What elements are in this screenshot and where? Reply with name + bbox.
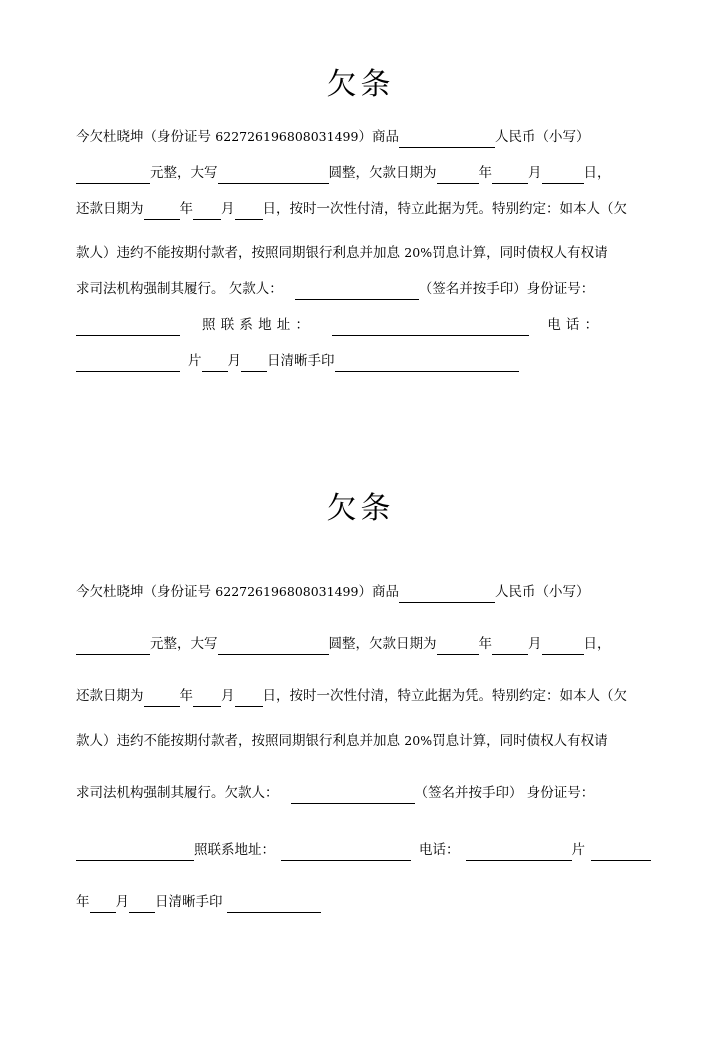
fill-in-blank[interactable] (235, 203, 263, 220)
fill-in-blank[interactable] (218, 638, 329, 655)
line-text: 照联系地址： (194, 842, 275, 858)
spacer (279, 785, 291, 801)
form-line-s2-l2 (76, 632, 611, 655)
fill-in-blank[interactable] (399, 131, 495, 148)
fill-in-blank[interactable] (129, 896, 155, 913)
spacer (314, 317, 332, 333)
line-text: 月 (528, 165, 542, 181)
numeric-text: 622726196808031499 (215, 584, 359, 599)
form-line-s1-l7 (76, 349, 519, 372)
line-text: 年 (76, 894, 90, 910)
spacer (180, 353, 188, 369)
label-text: 照联系地址： (202, 317, 315, 333)
line-text: 款人）违约不能按期付款者，按照同期银行利息并加息 (76, 245, 405, 261)
form-line-s2-l4 (76, 729, 608, 749)
form-line-s1-l5 (76, 277, 594, 300)
page-title-1: 欠条 (326, 67, 395, 102)
line-text: 日，按时一次性付清，特立此据为凭。特别约定：如本人（欠 (262, 201, 627, 217)
line-text: 还款日期为 (76, 201, 144, 217)
form-line-s1-l3 (76, 197, 627, 220)
line-text: 年 (478, 165, 492, 181)
form-line-s1-l4 (76, 241, 608, 261)
fill-in-blank[interactable] (144, 203, 180, 220)
line-text: （签名并按手印）身份证号： (418, 281, 595, 297)
line-text: 人民币（小写） (494, 584, 590, 600)
spacer (180, 317, 202, 333)
fill-in-blank[interactable] (437, 638, 479, 655)
fill-in-blank[interactable] (76, 638, 150, 655)
page-title-2: 欠条 (326, 491, 395, 526)
label-text: 电话： (547, 317, 604, 333)
fill-in-blank[interactable] (241, 355, 267, 372)
fill-in-blank[interactable] (193, 690, 221, 707)
form-line-s1-l1 (76, 125, 589, 148)
form-line-s2-l1 (76, 580, 589, 603)
fill-in-blank[interactable] (437, 167, 479, 184)
fill-in-blank[interactable] (76, 319, 180, 336)
line-text: 日，按时一次性付清，特立此据为凭。特别约定：如本人（欠 (262, 688, 627, 704)
line-text: 年 (478, 636, 492, 652)
line-text: 月 (115, 894, 129, 910)
fill-in-blank[interactable] (291, 787, 415, 804)
fill-in-blank[interactable] (76, 167, 150, 184)
fill-in-blank[interactable] (144, 690, 180, 707)
line-text: 圆整，欠款日期为 (328, 165, 437, 181)
fill-in-blank[interactable] (202, 355, 228, 372)
fill-in-blank[interactable] (335, 355, 519, 372)
fill-in-blank[interactable] (76, 355, 180, 372)
line-text: 款人）违约不能按期付款者，按照同期银行利息并加息 (76, 733, 405, 749)
form-line-s1-l2 (76, 161, 611, 184)
fill-in-blank[interactable] (492, 167, 528, 184)
spacer (283, 281, 295, 297)
line-text: 电话： (419, 842, 460, 858)
line-text: （签名并按手印） 身份证号： (414, 785, 595, 801)
numeric-text: 20% (404, 733, 433, 748)
line-text: 月 (221, 201, 235, 217)
line-text: 求司法机构强制其履行。欠款人： (76, 785, 279, 801)
fill-in-blank[interactable] (466, 844, 572, 861)
numeric-text: 622726196808031499 (215, 129, 359, 144)
fill-in-blank[interactable] (591, 844, 651, 861)
fill-in-blank[interactable] (227, 896, 321, 913)
line-text: 年 (179, 201, 193, 217)
spacer (529, 317, 547, 333)
fill-in-blank[interactable] (399, 586, 495, 603)
line-text: 罚息计算，同时债权人有权请 (432, 245, 608, 261)
fill-in-blank[interactable] (193, 203, 221, 220)
line-text: 还款日期为 (76, 688, 144, 704)
line-text: 月 (528, 636, 542, 652)
line-text: 元整，大写 (150, 636, 218, 652)
form-line-s2-l7 (76, 890, 321, 913)
fill-in-blank[interactable] (542, 638, 584, 655)
line-text: 片 (571, 842, 585, 858)
fill-in-blank[interactable] (76, 844, 194, 861)
numeric-text: 20% (404, 245, 433, 260)
fill-in-blank[interactable] (281, 844, 411, 861)
line-text: 今欠杜晓坤（身份证号 (76, 129, 216, 145)
form-line-s2-l5 (76, 781, 594, 804)
fill-in-blank[interactable] (295, 283, 419, 300)
line-text: 罚息计算，同时债权人有权请 (432, 733, 608, 749)
form-line-s2-l3 (76, 684, 627, 707)
fill-in-blank[interactable] (542, 167, 584, 184)
line-text: 月 (221, 688, 235, 704)
form-line-s2-l6 (76, 838, 651, 861)
form-line-s1-l6 (76, 313, 603, 336)
fill-in-blank[interactable] (235, 690, 263, 707)
line-text: 人民币（小写） (494, 129, 590, 145)
line-text: 日， (583, 165, 611, 181)
fill-in-blank[interactable] (90, 896, 116, 913)
line-text: 片 (188, 353, 202, 369)
line-text: ）商品 (358, 584, 399, 600)
line-text: 日清晰手印 (267, 353, 335, 369)
line-text: 圆整，欠款日期为 (328, 636, 437, 652)
fill-in-blank[interactable] (492, 638, 528, 655)
line-text: 元整，大写 (150, 165, 218, 181)
line-text: 求司法机构强制其履行。 欠款人： (76, 281, 283, 297)
fill-in-blank[interactable] (332, 319, 529, 336)
line-text: 年 (179, 688, 193, 704)
spacer (411, 842, 419, 858)
line-text: ）商品 (358, 129, 399, 145)
line-text: 日清晰手印 (155, 894, 223, 910)
line-text: 日， (583, 636, 611, 652)
fill-in-blank[interactable] (218, 167, 329, 184)
line-text: 月 (227, 353, 241, 369)
line-text: 今欠杜晓坤（身份证号 (76, 584, 216, 600)
